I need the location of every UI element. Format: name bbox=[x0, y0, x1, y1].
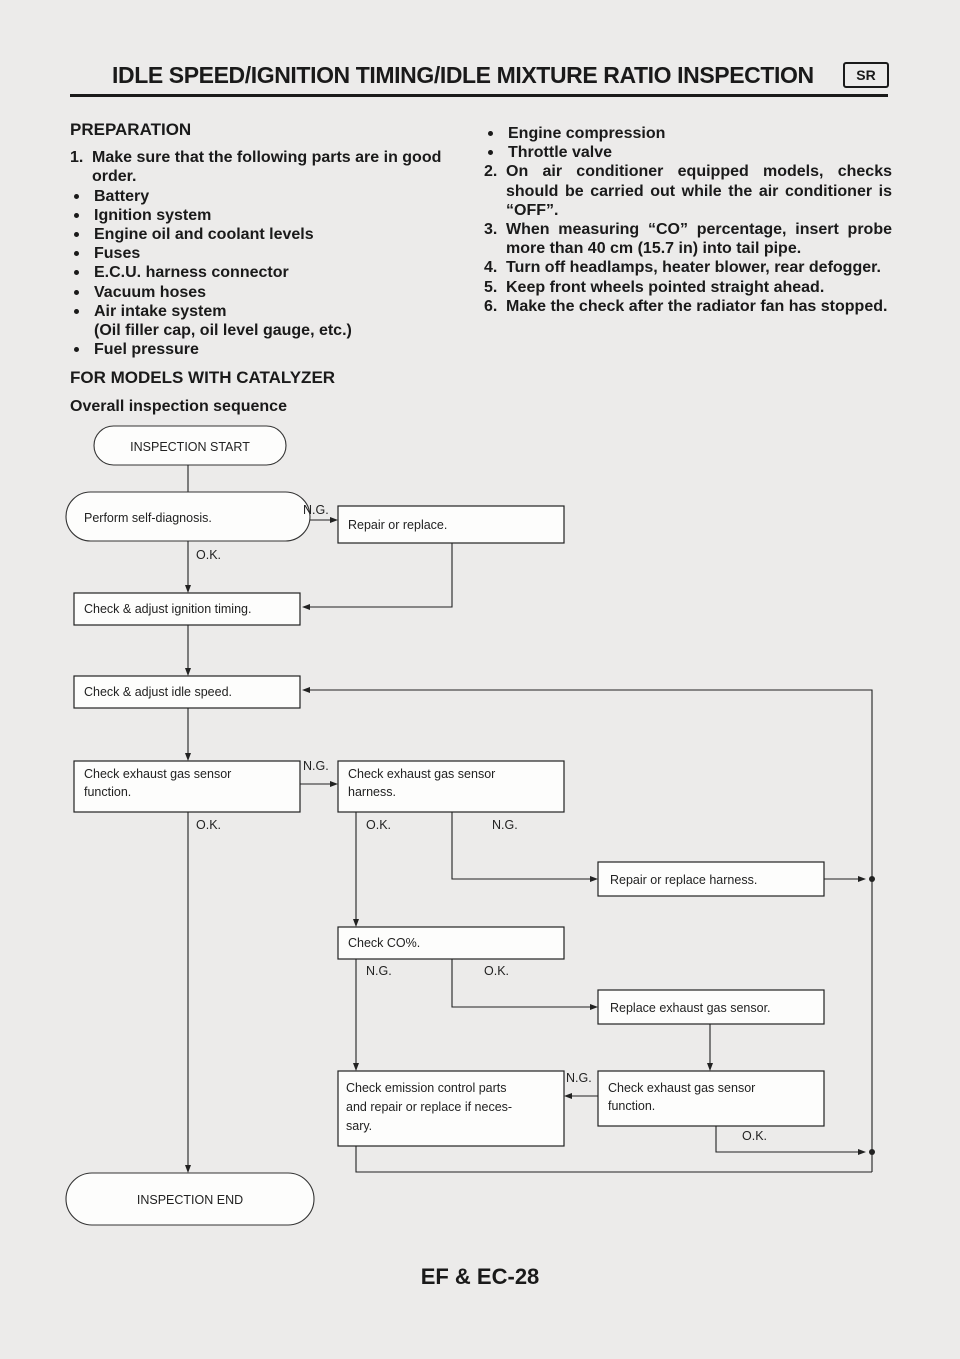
step-text: On air conditioner equipped models, checks should be carried out while the air conditioner is “OFF”. bbox=[506, 163, 892, 219]
flow-check-emission-parts bbox=[338, 1071, 564, 1146]
flow-end-label: INSPECTION END bbox=[136, 1193, 244, 1207]
arrow-head bbox=[185, 1165, 191, 1173]
step-text: Keep front wheels pointed straight ahead. bbox=[506, 278, 825, 296]
flow-check-co-label: Check CO%. bbox=[348, 936, 421, 950]
step-number: 3. bbox=[484, 221, 498, 239]
ok-label: O.K. bbox=[366, 818, 392, 832]
flow-check-sensor-function bbox=[74, 761, 300, 812]
ng-label: N.G. bbox=[303, 759, 329, 773]
flow-check-sensor-harness bbox=[338, 761, 564, 812]
prep-item: Engine oil and coolant levels bbox=[70, 225, 462, 244]
junction-dot bbox=[869, 876, 875, 882]
section-badge: SR bbox=[843, 62, 889, 88]
flow-check-harness-label-1: Check exhaust gas sensor bbox=[348, 767, 496, 781]
step-text: Make the check after the radiator fan has stopped. bbox=[506, 297, 888, 315]
arrow-head bbox=[353, 1063, 359, 1071]
step-text: When measuring “CO” percentage, insert probe more than 40 cm (15.7 in) into tail pipe. bbox=[506, 221, 892, 258]
connector-line bbox=[716, 1126, 860, 1152]
ng-label: N.G. bbox=[303, 503, 329, 517]
prep-item: Engine compression bbox=[484, 124, 892, 143]
arrow-head bbox=[353, 919, 359, 927]
flow-emission-label-1: Check emission control parts bbox=[346, 1081, 507, 1095]
arrow-head bbox=[564, 1093, 572, 1099]
step-number: 6. bbox=[484, 297, 498, 315]
flow-start-label: INSPECTION START bbox=[130, 440, 250, 454]
ng-label: N.G. bbox=[566, 1071, 592, 1085]
flow-recheck-sensor-function bbox=[598, 1071, 824, 1126]
prep-item-note: (Oil filler cap, oil level gauge, etc.) bbox=[94, 322, 352, 340]
page-number: EF & EC-28 bbox=[420, 1264, 540, 1289]
flow-replace-sensor-label: Replace exhaust gas sensor. bbox=[610, 1001, 771, 1015]
connector-line bbox=[452, 959, 590, 1007]
flow-check-ignition-label: Check & adjust ignition timing. bbox=[84, 602, 252, 616]
connector-line bbox=[452, 812, 590, 879]
flow-check-sensor-label-1: Check exhaust gas sensor bbox=[84, 767, 232, 781]
arrow-head bbox=[858, 876, 866, 882]
prep-item: Throttle valve bbox=[484, 143, 892, 162]
preparation-title: PREPARATION bbox=[70, 120, 192, 139]
flow-repair-harness-label: Repair or replace harness. bbox=[610, 873, 758, 887]
prep-item: Fuel pressure bbox=[70, 340, 462, 359]
flow-check-co bbox=[338, 927, 564, 959]
arrow-head bbox=[302, 687, 310, 693]
flow-recheck-label-2: function. bbox=[608, 1099, 656, 1113]
step-number: 2. bbox=[484, 163, 498, 181]
arrow-head bbox=[185, 753, 191, 761]
step-number: 1. bbox=[70, 149, 84, 167]
step-number: 5. bbox=[484, 278, 498, 296]
arrow-head bbox=[590, 1004, 598, 1010]
flow-self-diagnosis-label: Perform self-diagnosis. bbox=[84, 511, 212, 525]
step-text: Turn off headlamps, heater blower, rear defogger. bbox=[506, 259, 881, 277]
flow-check-sensor-label-2: function. bbox=[84, 785, 132, 799]
prep-item: E.C.U. harness connector bbox=[70, 263, 462, 282]
flow-emission-label-2: and repair or replace if neces- bbox=[346, 1100, 513, 1114]
flow-repair-replace-label: Repair or replace. bbox=[348, 518, 448, 532]
prep-item: Ignition system bbox=[70, 206, 462, 225]
flow-check-ignition-timing bbox=[74, 593, 300, 625]
page-header-title: IDLE SPEED/IGNITION TIMING/IDLE MIXTURE RATIO INSPECTION bbox=[112, 62, 814, 88]
arrow-head bbox=[185, 668, 191, 676]
arrow-head bbox=[185, 585, 191, 593]
flow-start-terminal bbox=[94, 426, 286, 465]
flow-replace-sensor bbox=[598, 990, 824, 1024]
flow-repair-harness bbox=[598, 862, 824, 896]
ok-label: O.K. bbox=[196, 818, 222, 832]
flow-check-idle-speed bbox=[74, 676, 300, 708]
prep-item: Fuses bbox=[70, 244, 462, 263]
arrow-head bbox=[330, 781, 338, 787]
prep-item: Battery bbox=[70, 187, 462, 206]
flow-emission-label-3: sary. bbox=[346, 1119, 373, 1133]
arrow-head bbox=[302, 604, 310, 610]
arrow-head bbox=[330, 517, 338, 523]
ng-label: N.G. bbox=[492, 818, 518, 832]
arrow-head bbox=[858, 1149, 866, 1155]
prep-item: Vacuum hoses bbox=[70, 283, 462, 302]
flow-check-harness-label-2: harness. bbox=[348, 785, 396, 799]
arrow-head bbox=[590, 876, 598, 882]
connector-line bbox=[356, 1146, 872, 1172]
flow-recheck-label-1: Check exhaust gas sensor bbox=[608, 1081, 756, 1095]
flow-repair-replace bbox=[338, 506, 564, 543]
step-text: Make sure that the following parts are in good order. bbox=[92, 149, 442, 186]
ok-label: O.K. bbox=[484, 964, 510, 978]
ok-label: O.K. bbox=[742, 1129, 768, 1143]
flow-end-terminal bbox=[66, 1173, 314, 1225]
ng-label: N.G. bbox=[366, 964, 392, 978]
step-number: 4. bbox=[484, 259, 498, 277]
flow-check-idle-label: Check & adjust idle speed. bbox=[84, 685, 233, 699]
flow-self-diagnosis bbox=[66, 492, 310, 541]
arrow-head bbox=[707, 1063, 713, 1071]
section-subtitle: Overall inspection sequence bbox=[70, 398, 287, 415]
connector-line bbox=[310, 543, 452, 607]
section-title: FOR MODELS WITH CATALYZER bbox=[70, 368, 336, 387]
ok-label: O.K. bbox=[196, 548, 222, 562]
junction-dot bbox=[869, 1149, 875, 1155]
prep-item: Air intake system bbox=[70, 302, 462, 321]
